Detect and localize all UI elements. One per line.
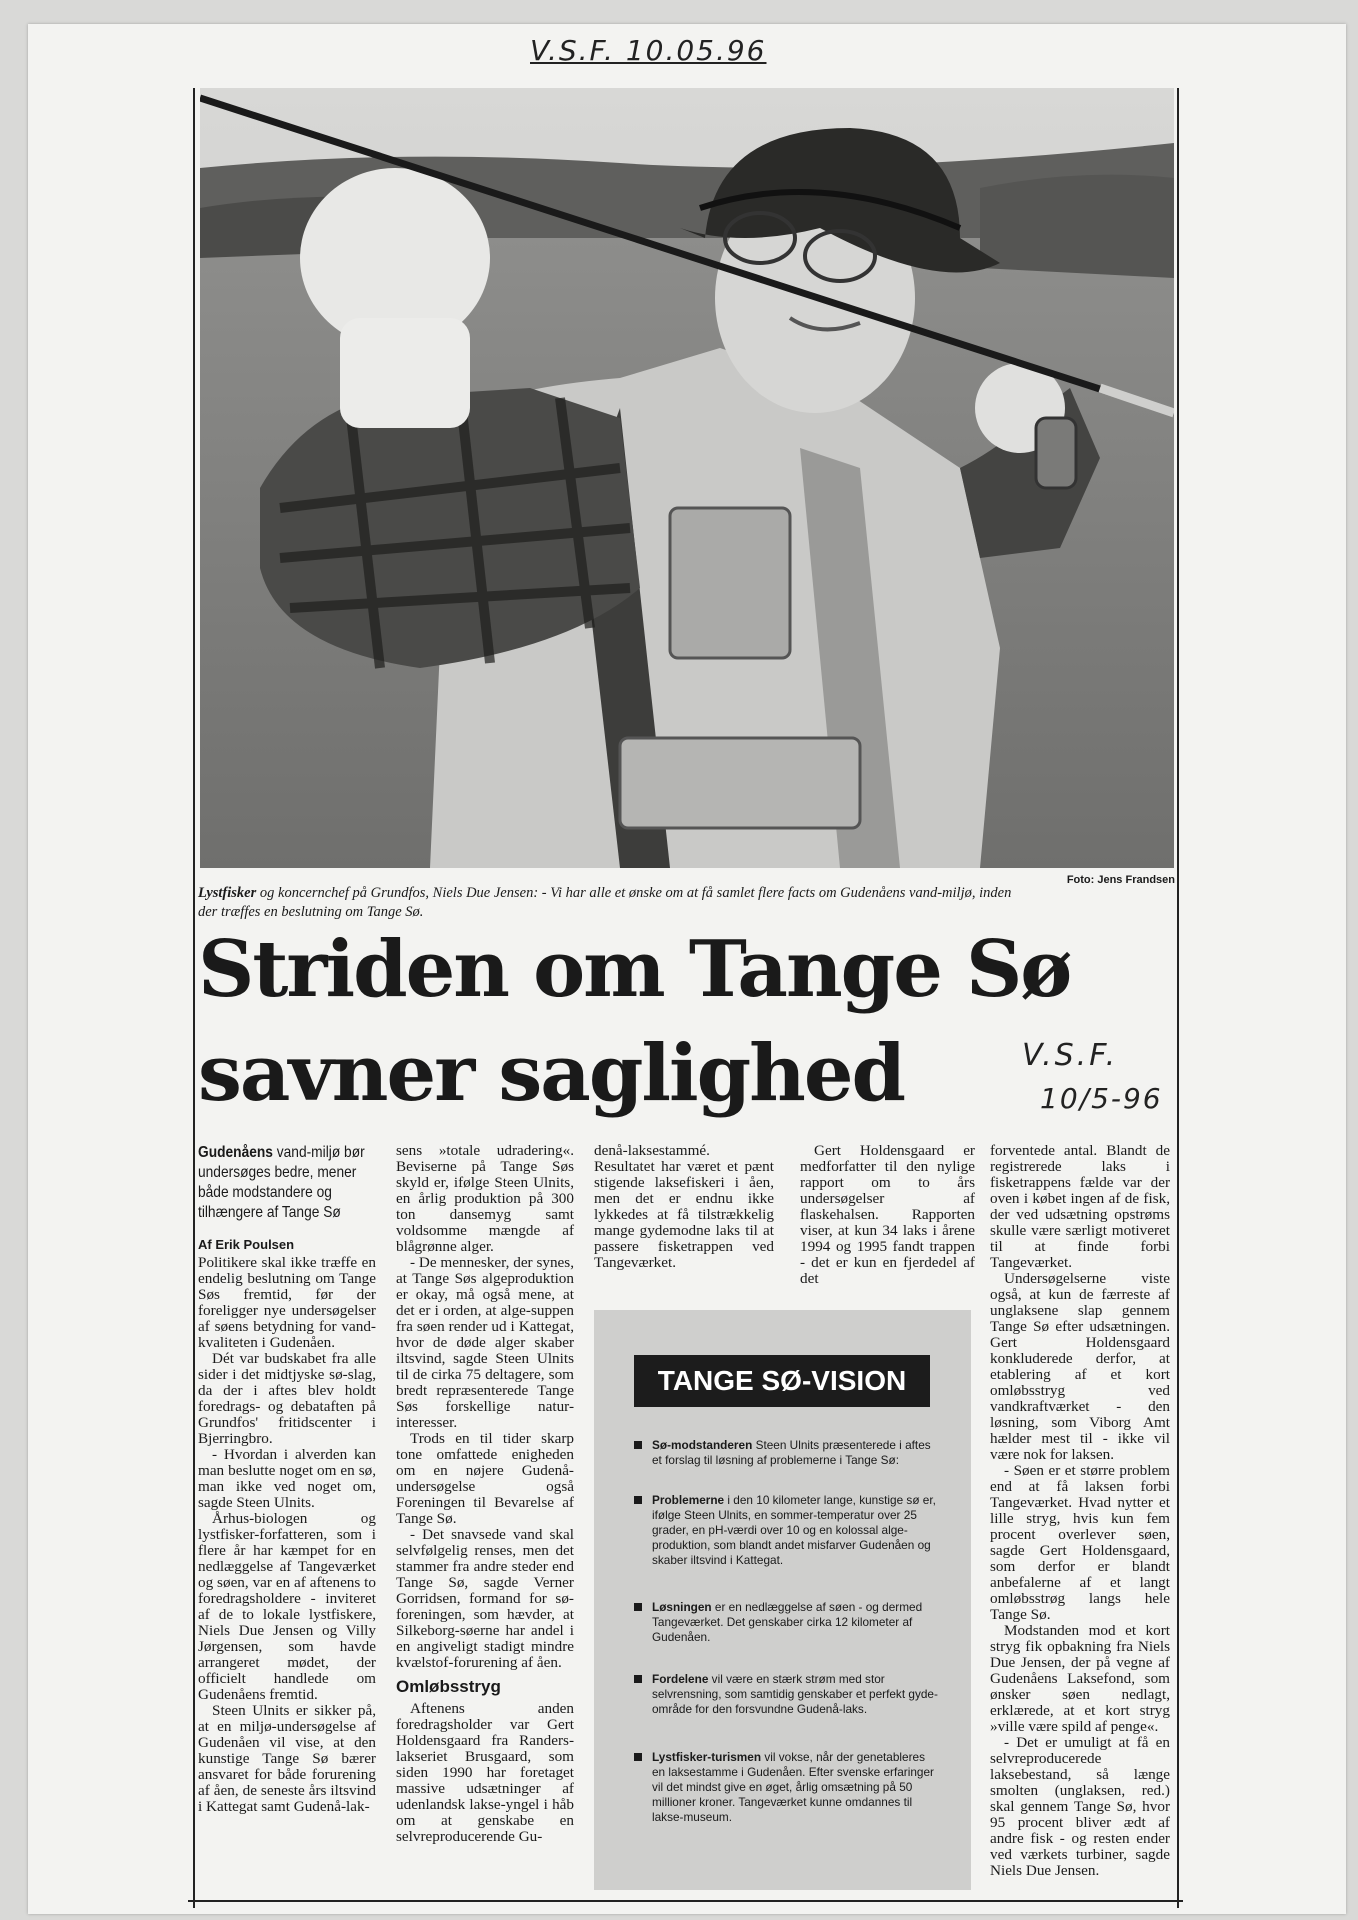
bottom-rule: [188, 1900, 1183, 1902]
fact-text: Steen Ulnits præsenterede i aftes et forslag til løsning af problemerne i Tange Sø:: [652, 1438, 931, 1467]
paragraph: Århus-biologen og lystfisker-forfatteren, som i flere år har kæmpet for en nedlæggelse af Tangeværket og søen, var en af aftenens to foredragsholdere - inviteret af de to lokale lystfiskere, Niels Due Jensen og Villy Jørgensen, som havde arrangeret mødet, der officielt handlede om Gudenåens fremtid.: [198, 1510, 376, 1703]
paragraph: - Søen er et større problem end at få laksen forbi Tangeværket. Hvad nytter et lille stryg, hvis kun fem procent overlever søen, sagde Gert Holdensgaard, som derfor er blandt anbefalerne af et langt omløbsstrøg langs hele Tange Sø.: [990, 1462, 1170, 1623]
paragraph: Trods en til tider skarp tone omfattede enigheden om en nøjere Gudenå-undersøgelse også Foreningen til Bevarelse af Tange Sø.: [396, 1430, 574, 1527]
fact-lead: Problemerne: [652, 1493, 725, 1507]
fact-lead: Sø-modstanderen: [652, 1438, 753, 1452]
paragraph: denå-laksestammé. Resultatet har været et pænt stigende laksefiskeri i åen, men det er endnu ikke lykkedes at få tilstrækkelig mange gydemodne laks til at passere fisketrappen ved Tangeværket.: [594, 1142, 774, 1271]
article-column-2: [396, 1143, 574, 1845]
bullet-icon: [634, 1603, 642, 1611]
subheading: Omløbsstryg: [396, 1677, 501, 1696]
article-column-4: [800, 1143, 975, 1287]
bullet-icon: [634, 1753, 642, 1761]
paragraph: sens »totale udradering«. Beviserne på Tange Søs skyld er, ifølge Steen Ulnits, en årlig produktion på 300 ton dansemyg samt voldsomme mængde af blågrønne alger.: [396, 1142, 574, 1255]
handwritten-date-top: V.S.F. 10.05.96: [530, 34, 767, 67]
caption-lead: Lystfisker: [198, 885, 257, 901]
article-column-1: [198, 1143, 376, 1815]
intro-lead: Gudenåens: [198, 1144, 273, 1161]
paragraph: Aftenens anden foredragsholder var Gert Holdensgaard fra Randers-lakseriet Brusgaard, som siden 1990 har foretaget massive udsætninger af udenlandsk lakse-yngel i håb om at genskabe en selvreproducerende Gu-: [396, 1700, 574, 1845]
fact-box-item: [634, 1750, 939, 1825]
paragraph: Steen Ulnits er sikker på, at en miljø-undersøgelse af Gudenåen vil vise, at den kunstige Tange Sø bærer ansvaret for både forurening af åen, de seneste års iltsvind i Kattegat samt Gudenå-lak-: [198, 1702, 376, 1815]
handwritten-date-right: 10/5-96: [1040, 1082, 1163, 1115]
fact-text: er en nedlæggelse af søen - og dermed Tangeværket. Det genskaber cirka 12 kilometer af Gudenåen.: [652, 1600, 923, 1644]
bullet-icon: [634, 1675, 642, 1683]
angler-photo: [200, 88, 1174, 868]
column-rule-left: [193, 88, 195, 1908]
fact-lead: Fordelene: [652, 1672, 709, 1686]
paragraph: Modstanden mod et kort stryg fik opbakning fra Niels Due Jensen, der på vegne af Gudenåens Laksefond, som ønsker søen nedlagt, erklærede, at et kort stryg »ville være spild af penge«.: [990, 1622, 1170, 1735]
paragraph: Gert Holdensgaard er medforfatter til den nylige rapport om to års undersøgelser af flaskehalsen. Rapporten viser, at kun 34 laks i årene 1994 og 1995 fandt trappen - det er kun en fjerdedel af det: [800, 1142, 975, 1287]
photo-caption: [198, 884, 1018, 922]
article-intro: [198, 1143, 374, 1223]
fact-box-item: [634, 1672, 939, 1717]
fact-text: vil vokse, når der genetableres en laksestamme i Gudenåen. Efter svenske erfaringer vil det mindst give en øget, årlig omsætning på 50 millioner kroner. Tangeværket kunne omdannes til lakse-museum.: [652, 1750, 934, 1824]
paragraph: - De mennesker, der synes, at Tange Søs algeproduktion er okay, må også mene, at det er i orden, at alge-suppen fra søen render ud i Kattegat, hvor de døde alger skaber iltsvind, sagde Steen Ulnits til de cirka 75 deltagere, som bredt repræsenterede Tange Søs forskellige natur-interesser.: [396, 1254, 574, 1431]
headline-line-2: savner saglighed: [198, 1028, 905, 1119]
bullet-icon: [634, 1441, 642, 1449]
photo-credit: Foto: Jens Frandsen: [1066, 874, 1175, 886]
paragraph: forventede antal. Blandt de registrerede laks i fisketrappens fælde var der oven i købet ingen af de fisk, der ved udsætning opstrøms skulle være særligt motiveret til at finde forbi Tangeværket.: [990, 1142, 1170, 1271]
handwritten-note-right: V.S.F.: [1022, 1038, 1119, 1073]
angler-photo-illustration: [200, 88, 1174, 868]
caption-text: og koncernchef på Grundfos, Niels Due Jensen: - Vi har alle et ønske om at få samlet flere facts om Gudenåens vand-miljø, inden der træffes en beslutning om Tange Sø.: [198, 885, 1012, 920]
article-column-3: [594, 1143, 774, 1271]
fact-box-item: [634, 1438, 939, 1468]
paragraph: Undersøgelserne viste også, at kun de færreste af unglaksene slap gennem Tange Sø efter udsætningen. Gert Holdensgaard konkluderede derfor, at etablering af et kort omløbsstryg ved vandkraftværket - den løsning, som Viborg Amt hælder mest til - ikke vil være nok for laksen.: [990, 1270, 1170, 1463]
headline-line-1: Striden om Tange Sø: [198, 924, 1071, 1015]
paragraph: - Det snavsede vand skal selvfølgelig renses, men det stammer fra andre steder end Tange Sø, sagde Verner Gorridsen, formand for sø-foreningen, som hævder, at Silkeborg-søerne har andel i en angiveligt stadigt mindre kvælstof-forurening af åen.: [396, 1526, 574, 1671]
fact-text: vil være en stærk strøm med stor selvrensning, som samtidig genskaber et perfekt gyde-område for den forsvundne Gudenå-laks.: [652, 1672, 938, 1716]
paragraph: - Det er umuligt at få en selvreproducerede laksebestand, så længe smolten (unglaksen, red.) skal gennem Tange Sø, hvor 95 procent bliver ædt af andre fisk - og resten ender ved værkets turbiner, sagde Niels Due Jensen.: [990, 1734, 1170, 1879]
fact-box: [594, 1310, 971, 1890]
bullet-icon: [634, 1496, 642, 1504]
headline: [198, 918, 1178, 1126]
fact-box-title: TANGE SØ-VISION: [634, 1355, 930, 1407]
article-column-5: [990, 1143, 1170, 1879]
paragraph: Dét var budskabet fra alle sider i det midtjyske sø-slag, da der i aftes blev holdt foredrags- og debataften på Grundfos' fritidscenter i Bjerringbro.: [198, 1350, 376, 1447]
paragraph: Politikere skal ikke træffe en endelig beslutning om Tange Søs fremtid, før der foreligger nye undersøgelser af søens betydning for vand-kvaliteten i Gudenåen.: [198, 1254, 376, 1351]
byline: Af Erik Poulsen: [198, 1237, 295, 1252]
fact-box-item: [634, 1600, 939, 1645]
fact-lead: Løsningen: [652, 1600, 712, 1614]
fact-box-item: [634, 1493, 939, 1568]
fact-lead: Lystfisker-turismen: [652, 1750, 762, 1764]
intro-text: vand-miljø bør undersøges bedre, mener både modstandere og tilhængere af Tange Sø: [198, 1144, 365, 1221]
fact-text: i den 10 kilometer lange, kunstige sø er, ifølge Steen Ulnits, en sommer-temperatur over 25 grader, en pH-værdi over 10 og en kolossal alge-produktion, som blandt andet misfarver Gudenåen og skaber iltsvind i Kattegat.: [652, 1493, 936, 1567]
paragraph: - Hvordan i alverden kan man beslutte noget om en sø, man ikke ved noget om, sagde Steen Ulnits.: [198, 1446, 376, 1511]
